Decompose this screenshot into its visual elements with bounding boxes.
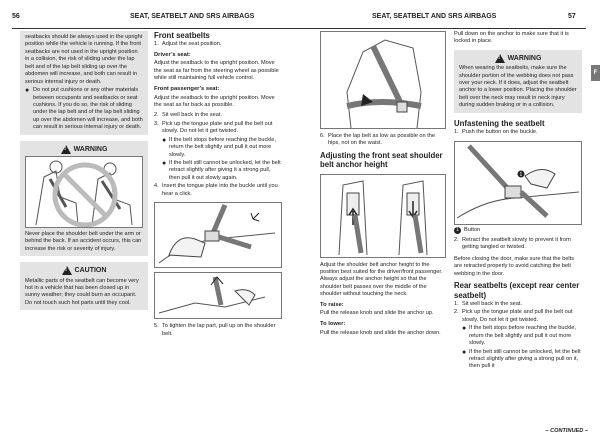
driver-seat-text: Adjust the seatback to the upright position. Move the seat as far from the steering wheel as possible while still maintaining full vehicle control. [154, 60, 279, 82]
callout-label: Button [464, 226, 481, 233]
step-1: 1. Adjust the seat position. [154, 41, 222, 48]
warning-triangle-icon [61, 145, 71, 154]
to-raise-text: Pull the release knob and slide the anchor up. [320, 310, 434, 317]
lap-belt-position-illustration [320, 31, 446, 129]
bullet-icon: ● [25, 87, 30, 95]
warning-text: Never place the shoulder belt under the arm or behind the back. If an accident occurs, this can increase the risk or severity of injury. [25, 230, 142, 252]
subheading-passenger-seat: Front passenger’s seat: [154, 85, 220, 92]
bullet-icon: ● [462, 348, 467, 356]
section-title-unfastening: Unfastening the seatbelt [454, 118, 545, 128]
subheading-to-raise: To raise: [320, 301, 344, 308]
lap-belt-tighten-illustration [154, 272, 282, 319]
running-header-left: SEAT, SEATBELT AND SRS AIRBAGS [130, 13, 255, 20]
header-rule [12, 28, 300, 29]
incorrect-belt-use-illustration [26, 157, 143, 228]
warning-heading: ! WARNING [459, 53, 577, 65]
section-title-adjust-anchor: Adjusting the front seat shoulder belt anchor height [320, 150, 443, 170]
buckle-button-illustration [454, 141, 582, 225]
step-3-note-b: ● If the belt still cannot be unlocked, let the belt retract slightly after giving it a strong pull, then pull it out slowly again. [162, 160, 281, 181]
running-header-right: SEAT, SEATBELT AND SRS AIRBAGS [372, 13, 497, 20]
callout-number-badge: 1 [454, 227, 461, 234]
step-6: 6. Place the lap belt as low as possible on the hips, not on the waist. [320, 133, 435, 147]
step-3: 3. Pick up the tongue plate and pull the belt out slowly. Do not let it get twisted. [154, 120, 273, 135]
header-rule [300, 28, 586, 29]
push-buckle-button-illustration [455, 142, 581, 225]
step-2: 2. Sit well back in the seat. [154, 112, 223, 119]
rear-step-1: 1. Sit well back in the seat. [454, 300, 523, 307]
warning-triangle-icon [495, 54, 505, 63]
tongue-plate-buckle-illustration [155, 203, 281, 268]
anchor-lock-text: Pull down on the anchor to make sure that it is locked in place. [454, 31, 569, 45]
callout-legend [454, 227, 582, 234]
continued-marker: – CONTINUED – [545, 427, 588, 434]
bullet-icon: ● [162, 160, 167, 167]
passenger-seat-text: Adjust the seatback to the upright position. Move the seat as far back as possible. [154, 94, 275, 108]
pull-shoulder-belt-illustration [155, 273, 281, 319]
warning-text: When wearing the seatbelts, make sure the shoulder portion of the webbing does not pass over your neck. If it does, adjust the seatbelt anchor to a lower position. Placing the shoulder belt over the neck may result in neck injury during sudden braking or in a collision. [459, 65, 577, 109]
subheading-driver-seat: Driver’s seat: [154, 51, 191, 58]
rear-step-2-note-b: ● If the belt still cannot be unlocked, let the belt retract slightly after giving a strong pull on it, then pull it [462, 348, 581, 370]
bullet-icon: ● [162, 136, 167, 144]
anchor-height-illustration [320, 174, 446, 258]
buckle-insert-illustration [154, 202, 282, 268]
step-4: 4. Insert the tongue plate into the buckle until you hear a click. [154, 183, 278, 197]
adjust-anchor-text: Adjust the shoulder belt anchor height to the position best suited for the driver/front passenger. Always adjust the anchor height so that the shoulder belt passes over the middle of the shoulder without touching the neck. [320, 261, 443, 298]
left-column-1 [20, 31, 148, 310]
warning-box [20, 141, 148, 257]
caution-heading: ! CAUTION [25, 265, 143, 277]
bullet-icon: ● [462, 325, 467, 333]
svg-text:1: 1 [519, 171, 523, 178]
belt-on-hips-illustration [321, 32, 445, 129]
to-lower-text: Pull the release knob and slide the anchor down. [320, 329, 441, 336]
subheading-to-lower: To lower: [320, 320, 346, 327]
warning-continuation-box [20, 31, 148, 135]
left-column-2 [154, 31, 282, 338]
right-column-2 [454, 31, 582, 371]
warning-heading: ! WARNING [25, 144, 143, 156]
page-number-right: 57 [568, 13, 576, 20]
caution-text: Metallic parts of the seatbelt can become very hot in a vehicle that has been closed up in sunny weather; they could burn an occupant. Do not touch such hot parts until they cool. [25, 277, 139, 306]
step-5: 5. To tighten the lap part, pull up on the shoulder belt. [154, 323, 276, 337]
unfasten-step-2: 2. Retract the seatbelt slowly to prevent it from getting tangled or twisted. [454, 237, 571, 251]
unfasten-step-1: 1. Push the button on the buckle. [454, 129, 538, 136]
prohibited-belt-illustration [25, 156, 143, 228]
bullet-item: ● Do not put cushions or any other materials between occupants and seatbacks or seat cushions. If you do so, the risk of sliding under the lap belt and of the lap belt sliding up over the abdomen will increase, and both can result in serious internal injury or death. [25, 87, 143, 131]
anchor-raise-lower-illustration [321, 175, 445, 258]
page-number-left: 56 [12, 13, 20, 20]
rear-step-2-note-a: ● If the belt stops before reaching the buckle, return the belt slightly and pull it out more slowly. [462, 325, 576, 347]
caution-triangle-icon [62, 266, 72, 275]
caution-box [20, 262, 148, 310]
warning-continued-text: seatbacks should be always used in the upright position while the vehicle is running. If the front seatbacks are not used in the upright position in a collision, the risk of sliding under the lap belt and of the lap belt sliding up over the abdomen will increase, and both can result in serious internal injury or death. [25, 34, 143, 85]
door-note-text: Before closing the door, make sure that the belts are retracted properly to avoid catching the belt webbing in the door. [454, 255, 575, 277]
section-title-rear-seatbelts: Rear seatbelts (except rear center seatbelt) [454, 281, 580, 300]
step-3-note-a: ● If the belt stops before reaching the buckle, return the belt slightly and pull it out more slowly. [162, 136, 276, 158]
section-title-front-seatbelts: Front seatbelts [154, 31, 210, 40]
right-page [300, 0, 600, 447]
section-tab: F [591, 65, 600, 81]
right-column-1 [320, 31, 446, 337]
warning-box [454, 50, 582, 113]
rear-step-2: 2. Pick up the tongue plate and pull the belt out slowly. Do not let it get twisted. [454, 309, 573, 323]
